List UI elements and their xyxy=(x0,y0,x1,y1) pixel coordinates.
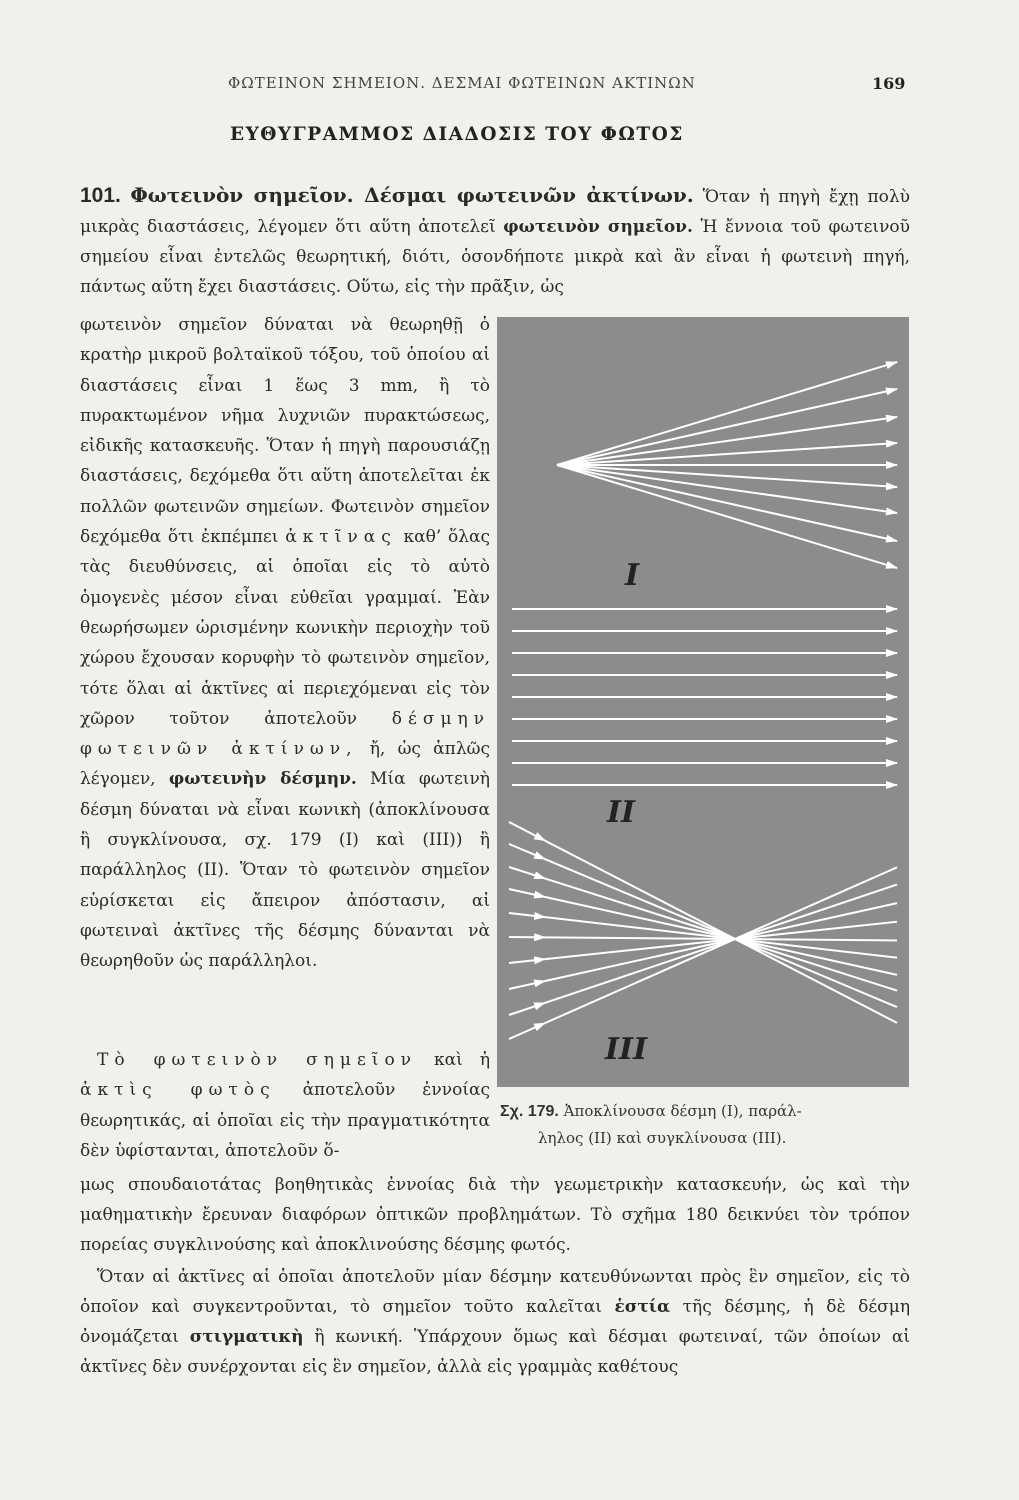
paragraph-text: καθ’ ὅλας τὰς διευθύνσεις, αἱ ὁποῖαι εἰς τὸ αὐτὸ ὁμογενὲς μέσον εἶναι εὐθεῖαι γραμμαί. Ἐὰν θεωρήσωμεν ὡρισμένην κωνικὴν περιοχὴν τοῦ χώρου ἔχουσαν κορυφὴν τὸ φωτεινὸν σημεῖον, τότε ὅλαι αἱ ἀκτῖνες αἱ περιεχόμεναι εἰς τὸν χῶρον τοῦτον ἀποτελοῦν xyxy=(80,527,491,729)
paragraph-text: Ὅταν αἱ ἀκτῖνες αἱ ὁποῖαι ἀποτελοῦν μίαν δέσμην κατευθύνωνται πρὸς ἓν σημεῖον, εἰς τὸ ὁποῖον καὶ συγκεντροῦνται, τὸ σημεῖον τοῦτο καλεῖται xyxy=(80,1267,910,1317)
converging-ray-arrow xyxy=(509,1003,545,1015)
running-head: ΦΩΤΕΙΝΟΝ ΣΗΜΕΙΟΝ. ΔΕΣΜΑΙ ΦΩΤΕΙΝΩΝ ΑΚΤΙΝΩΝ xyxy=(228,74,696,92)
converging-ray xyxy=(545,879,897,991)
paragraph-text: ἢ κωνική. Ὑπάρχουν ὅμως καὶ δέσμαι φωτειναί, τῶν ὁποίων αἱ ἀκτῖνες δὲν συνέρχονται εἰς ἓν σημεῖον, ἀλλὰ εἰς γραμμὰς καθέτους xyxy=(80,1327,911,1377)
intro-paragraph xyxy=(80,180,910,302)
chapter-title: ΕΥΘΥΓΡΑΜΜΟΣ ΔΙΑΔΟΣΙΣ ΤΟΥ ΦΩΤΟΣ xyxy=(230,124,684,145)
paragraph-text: Ὅταν ἡ πηγὴ ἔχῃ πολὺ μικρὰς διαστάσεις, λέγομεν ὅτι αὕτη ἀποτελεῖ xyxy=(80,187,911,237)
converging-ray xyxy=(545,867,897,1023)
converging-ray-arrow xyxy=(509,867,545,879)
paragraph-text: μως σπουδαιοτάτας βοηθητικὰς ἐννοίας διὰ τὴν γεωμετρικὴν κατασκευήν, ὡς καὶ τὴν μαθηματικὴν ἔρευναν διαφόρων ὀπτικῶν προβλημάτων. Τὸ σχῆμα 180 δεικνύει τὸν τρόπον πορείας συγκλινούσης καὶ ἀποκλινούσης δέσμης φωτός. xyxy=(80,1175,910,1255)
diverging-ray xyxy=(557,465,897,513)
column-paragraph xyxy=(80,310,490,977)
figure-label-2: II xyxy=(607,795,636,830)
term-light-beam: φωτεινὴν δέσμην. xyxy=(168,769,357,790)
figure-179 xyxy=(497,317,909,1087)
figure-label-3: III xyxy=(605,1032,648,1067)
beam-diagram xyxy=(497,317,909,1087)
continuation-paragraph xyxy=(80,1170,910,1260)
caption-text-line1: Ἀποκλίνουσα δέσμη (I), παράλ- xyxy=(563,1102,802,1120)
converging-ray xyxy=(545,841,897,1023)
section-title: Φωτεινὸν σημεῖον. Δέσμαι φωτεινῶν ἀκτίνων. xyxy=(130,183,694,207)
converging-ray xyxy=(545,897,897,975)
term-stigmatic: στιγματικὴ xyxy=(189,1327,304,1347)
section-number: 101. xyxy=(80,184,121,207)
converging-ray-arrow xyxy=(509,844,545,859)
paragraph-text: φωτεινὸν σημεῖον δύναται νὰ θεωρηθῇ ὁ κρατὴρ μικροῦ βολταϊκοῦ τόξου, τοῦ ὁποίου αἱ διαστάσεις εἶναι 1 ἕως 3 mm, ἢ τὸ πυρακτωμένον νῆμα λυχνιῶν πυρακτώσεως, εἰδικῆς κατασκευῆς. Ὅταν ἡ πηγὴ παρουσιάζῃ διαστάσεις, δεχόμεθα ὅτι αὕτη ἀποτελεῖται ἐκ πολλῶν φωτεινῶν σημείων. Φωτεινὸν σημεῖον δεχόμεθα ὅτι ἐκπέμπει xyxy=(80,315,490,548)
term-focus: ἑστία xyxy=(614,1297,671,1317)
paragraph-text: τῆς δέσμης, ἡ δὲ δέσμη ὀνομάζεται xyxy=(80,1297,911,1347)
paragraph-text: καὶ ἡ xyxy=(434,1050,491,1070)
caption-label: Σχ. 179. xyxy=(500,1103,559,1120)
converging-ray xyxy=(545,903,897,981)
section-heading xyxy=(80,183,694,207)
spaced-term-rays: ἀκτῖνας xyxy=(285,527,397,548)
parallel-beam xyxy=(512,609,897,785)
converging-ray-arrow xyxy=(509,822,545,841)
spaced-term-ray: ἀκτὶς φωτὸς xyxy=(80,1080,276,1101)
figure-label-1: I xyxy=(625,558,640,593)
diverging-beam xyxy=(557,362,897,568)
converging-ray-arrow xyxy=(509,981,545,989)
figure-caption xyxy=(500,1098,910,1151)
converging-ray-arrow xyxy=(509,913,545,917)
diverging-ray xyxy=(557,417,897,465)
term-luminous-point: φωτεινὸν σημεῖον. xyxy=(503,217,693,237)
diverging-ray xyxy=(557,362,897,465)
converging-ray-arrow xyxy=(509,959,545,963)
converging-ray-arrow xyxy=(509,889,545,897)
paragraph-text: Ἡ ἔννοια τοῦ φωτεινοῦ σημείου εἶναι ἐντελῶς θεωρητική, διότι, ὁσονδήποτε μικρὰ καὶ ἂν εἶναι ἡ φωτεινὴ πηγή, πάντως αὕτη ἔχει διαστάσεις. Οὕτω, εἰς τὴν πρᾶξιν, ὡς xyxy=(80,217,910,297)
caption-text-line2: ληλος (II) καὶ συγκλίνουσα (III). xyxy=(538,1129,787,1147)
converging-beam xyxy=(509,822,897,1039)
spaced-term-beam: δέσμην φωτεινῶν ἀκτίνων, xyxy=(80,708,491,760)
paragraph-text: ἤ, ὡς ἁπλῶς λέγομεν, xyxy=(80,739,490,790)
diverging-ray xyxy=(557,465,897,568)
converging-ray-arrow xyxy=(509,1023,545,1039)
spaced-term-point: Τὸ φωτεινὸν σημεῖον xyxy=(97,1050,418,1070)
paragraph-text: Μία φωτεινὴ δέσμη δύναται νὰ εἶναι κωνικὴ (ἀποκλίνουσα ἢ συγκλίνουσα, σχ. 179 (I) καὶ (III)) ἢ παράλληλος (II). Ὅταν τὸ φωτεινὸν σημεῖον εὑρίσκεται εἰς ἄπειρον ἀπόστασιν, αἱ φωτειναὶ ἀκτῖνες τῆς δέσμης δύνανται νὰ θεωρηθοῦν ὡς παράλληλοι. xyxy=(80,769,490,972)
paragraph-text: ἀποτελοῦν ἐννοίας θεωρητικάς, αἱ ὁποῖαι εἰς τὴν πραγματικότητα δὲν ὑφίστανται, ἀποτελοῦν ὅ- xyxy=(80,1080,490,1161)
page-number: 169 xyxy=(872,74,906,93)
focus-paragraph xyxy=(80,1262,910,1382)
column-paragraph-2 xyxy=(80,1045,490,1166)
